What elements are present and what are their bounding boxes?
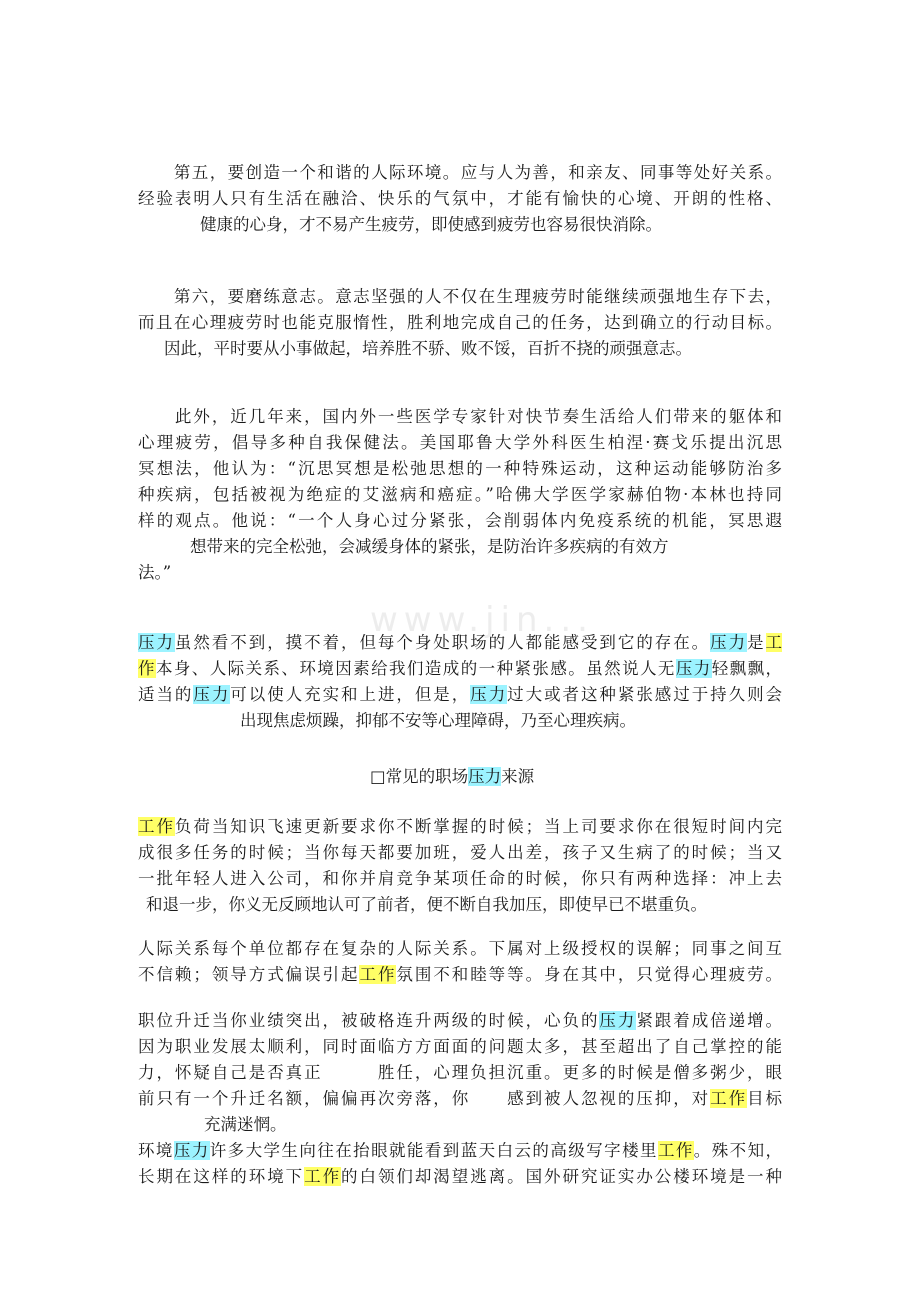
keyword-highlight: 压力 <box>470 685 508 704</box>
paragraph-11-line-5: 充满迷惘。 <box>204 1115 287 1134</box>
keyword-highlight: 压力 <box>173 1141 210 1160</box>
text-run: 氛围不和睦等等。身在其中，只觉得心理疲劳。 <box>396 965 783 984</box>
paragraph-7-line-5: 样的观点。他说：“一个人身心过分紧张，会削弱体内免疫系统的机能，冥思遐 <box>138 511 782 530</box>
paragraph-5-line-2: 经验表明人只有生活在融洽、快乐的气氛中，才能有愉快的心境、开朗的性格、 <box>138 189 782 208</box>
keyword-highlight: 工 <box>765 633 783 652</box>
paragraph-11-line-1 <box>138 1008 782 1034</box>
paragraph-11-line-3: 力，怀疑自己是否真正 胜任，心理负担沉重。更多的时候是僧多粥少，眼 <box>138 1063 782 1082</box>
paragraph-7-line-3: 冥想法，他认为：“沉思冥想是松弛思想的一种特殊运动，这种运动能够防治多 <box>138 459 782 478</box>
text-run: 负荷当知识飞速更新要求你不断掌握的时候；当上司要求你在很短时间内完 <box>174 817 783 836</box>
keyword-highlight: 压力 <box>675 659 712 678</box>
paragraph-11-line-4 <box>138 1086 782 1112</box>
keyword-highlight: 工作 <box>304 1167 342 1186</box>
paragraph-7-line-4: 种疾病，包括被视为绝症的艾滋病和癌症。”哈佛大学医学家赫伯物·本林也持同 <box>138 485 782 504</box>
keyword-highlight: 压力 <box>193 685 231 704</box>
text-run: 前只有一个升迁名额，偏偏再次旁落，你 感到被人忽视的压抑，对 <box>138 1089 711 1108</box>
text-run: 职位升迁当你业绩突出，被破格连升两级的时候，心负的 <box>138 1011 600 1030</box>
paragraph-11-line-2: 因为职业发展太顺利，同时面临方方面面的问题太多，甚至超出了自己掌控的能 <box>138 1037 782 1056</box>
text-run: 的白领们却渴望逃离。国外研究证实办公楼环境是一种 <box>341 1167 783 1186</box>
heading-text: 来源 <box>501 767 535 786</box>
text-run: 紧跟着成倍递增。 <box>636 1011 783 1030</box>
keyword-highlight: 压力 <box>599 1011 637 1030</box>
keyword-highlight: 压力 <box>710 633 748 652</box>
text-run: 轻飘飘， <box>711 659 783 678</box>
keyword-highlight: 压力 <box>468 767 502 786</box>
paragraph-5-line-1: 第五，要创造一个和谐的人际环境。应与人为善，和亲友、同事等处好关系。 <box>138 163 782 182</box>
text-run: 环境 <box>138 1141 174 1160</box>
text-run: 适当的 <box>138 685 194 704</box>
text-run: 过大或者这种紧张感过于持久则会 <box>507 685 783 704</box>
paragraph-8-line-1 <box>138 630 782 656</box>
paragraph-9-line-3: 一批年轻人进入公司，和你并肩竞争某项任命的时候，你只有两种选择：冲上去 <box>138 869 782 888</box>
paragraph-7-line-2: 心理疲劳，倡导多种自我保健法。美国耶鲁大学外科医生柏涅·赛戈乐提出沉思 <box>138 433 782 452</box>
paragraph-7-line-1: 此外，近几年来，国内外一些医学专家针对快节奏生活给人们带来的躯体和 <box>138 407 782 426</box>
section-heading <box>370 764 534 790</box>
text-run: 可以使人充实和上进，但是， <box>230 685 471 704</box>
keyword-highlight: 工作 <box>657 1141 694 1160</box>
paragraph-8-line-2 <box>138 656 782 682</box>
paragraph-6-line-1: 第六，要磨练意志。意志坚强的人不仅在生理疲劳时能继续顽强地生存下去， <box>138 287 782 306</box>
paragraph-5-line-3: 健康的心身，才不易产生疲劳，即使感到疲劳也容易很快消除。 <box>200 215 662 234</box>
keyword-highlight: 压力 <box>138 633 175 652</box>
paragraph-10-line-2 <box>138 962 782 988</box>
heading-text: □常见的职场 <box>370 767 469 786</box>
paragraph-9-line-1 <box>138 814 782 840</box>
paragraph-12-line-2 <box>138 1164 782 1190</box>
keyword-highlight: 工作 <box>359 965 397 984</box>
paragraph-7-line-6: 想带来的完全松弛，会减缓身体的紧张，是防治许多疾病的有效方 <box>190 537 669 556</box>
paragraph-9-line-4: 和退一步，你义无反顾地认可了前者，便不断自我加压，即使早已不堪重负。 <box>146 895 707 914</box>
paragraph-8-line-3 <box>138 682 782 708</box>
paragraph-10-line-1: 人际关系每个单位都存在复杂的人际关系。下属对上级授权的误解；同事之间互 <box>138 939 782 958</box>
keyword-highlight: 工作 <box>710 1089 748 1108</box>
text-run: 本身、人际关系、环境因素给我们造成的一种紧张感。虽然说人无 <box>155 659 676 678</box>
text-run: 。殊不知， <box>693 1141 783 1160</box>
text-run: 不信赖；领导方式偏误引起 <box>138 965 360 984</box>
paragraph-9-line-2: 成很多任务的时候；当你每天都要加班，爱人出差，孩子又生病了的时候；当又 <box>138 843 782 862</box>
text-run: 许多大学生向往在抬眼就能看到蓝天白云的高级写字楼里 <box>209 1141 658 1160</box>
keyword-highlight: 工作 <box>138 817 175 836</box>
paragraph-12-line-1 <box>138 1138 782 1164</box>
paragraph-6-line-3: 因此，平时要从小事做起，培养胜不骄、败不馁，百折不挠的顽强意志。 <box>164 339 692 358</box>
text-run: 长期在这样的环境下 <box>138 1167 305 1186</box>
keyword-highlight: 作 <box>138 659 156 678</box>
text-run: 目标 <box>747 1089 783 1108</box>
paragraph-7-line-7: 法。” <box>138 563 172 582</box>
paragraph-6-line-2: 而且在心理疲劳时也能克服惰性，胜利地完成自己的任务，达到确立的行动目标。 <box>138 313 782 332</box>
text-run: 是 <box>747 633 766 652</box>
text-run: 虽然看不到，摸不着，但每个身处职场的人都能感受到它的存在。 <box>174 633 711 652</box>
paragraph-8-line-4: 出现焦虑烦躁，抑郁不安等心理障碍，乃至心理疾病。 <box>240 711 636 730</box>
watermark: www.jin... <box>370 600 594 640</box>
